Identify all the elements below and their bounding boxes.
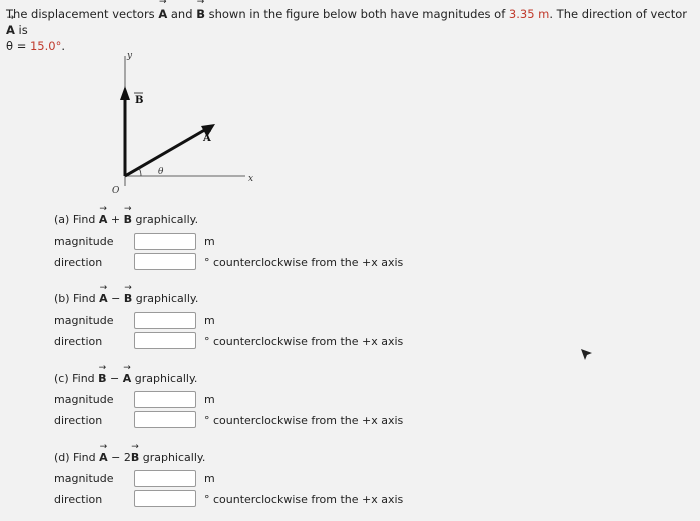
part-a-title (54, 213, 198, 226)
vector-diagram (105, 48, 265, 198)
vector-b-label: B (135, 95, 144, 106)
part-c-magnitude-input[interactable] (134, 391, 196, 408)
magnitude-label: magnitude (54, 472, 114, 485)
part-c-title (54, 372, 197, 385)
origin-label: O (112, 186, 120, 196)
direction-unit: ° counterclockwise from the +x axis (204, 414, 404, 427)
problem-statement (6, 6, 694, 54)
operator: − (106, 372, 123, 385)
part-b-title (54, 292, 198, 305)
angle-label: θ (158, 167, 164, 177)
vector-symbol: → A (99, 451, 108, 464)
magnitude-unit: m (204, 393, 215, 406)
vector-symbol: → B (124, 292, 132, 305)
part-c-direction-input[interactable] (134, 411, 196, 428)
direction-unit: ° counterclockwise from the +x axis (204, 256, 404, 269)
intro-text: is (14, 23, 28, 37)
vector-a-symbol: → A (6, 22, 15, 38)
direction-label: direction (54, 414, 103, 427)
part-b-direction-input[interactable] (134, 332, 196, 349)
part-b-magnitude-input[interactable] (134, 312, 196, 329)
vector-a-label: A (203, 133, 211, 144)
mouse-cursor-icon (580, 348, 594, 362)
intro-text: shown in the figure below both have magnitudes of (204, 7, 509, 21)
vector-symbol: → B (124, 213, 132, 226)
vector-symbol: → A (99, 213, 108, 226)
part-suffix: graphically. (131, 213, 199, 226)
vector-symbol: → A (123, 372, 132, 385)
part-d-title (54, 451, 205, 464)
vector-symbol: → B (131, 451, 139, 464)
part-prefix: (a) Find (54, 213, 99, 226)
operator: + (107, 213, 124, 226)
x-axis-label: x (248, 174, 254, 184)
coefficient: 2 (123, 451, 131, 464)
part-suffix: graphically. (131, 372, 198, 385)
angle-arc (139, 168, 141, 176)
theta-prefix: θ = (6, 39, 30, 53)
operator: − (107, 451, 124, 464)
given-angle: 15.0° (29, 39, 62, 53)
vector-b-symbol: → B (196, 6, 205, 22)
direction-unit: ° counterclockwise from the +x axis (204, 335, 404, 348)
vector-b-arrowhead (120, 86, 130, 100)
part-suffix: graphically. (139, 451, 206, 464)
vector-symbol: → A (99, 292, 108, 305)
given-magnitude: 3.35 m (508, 7, 550, 21)
part-suffix: graphically. (132, 292, 199, 305)
theta-suffix: . (61, 39, 65, 53)
intro-text: and (167, 7, 197, 21)
intro-text: The displacement vectors (6, 7, 159, 21)
direction-label: direction (54, 256, 103, 269)
part-a-direction-input[interactable] (134, 253, 196, 270)
part-prefix: (d) Find (54, 451, 100, 464)
magnitude-label: magnitude (54, 314, 114, 327)
direction-label: direction (54, 493, 103, 506)
part-d-magnitude-input[interactable] (134, 470, 196, 487)
magnitude-unit: m (204, 235, 215, 248)
magnitude-unit: m (204, 314, 215, 327)
intro-text: . The direction of vector (549, 7, 687, 21)
vector-a-symbol: → A (158, 6, 167, 22)
magnitude-unit: m (204, 472, 215, 485)
direction-unit: ° counterclockwise from the +x axis (204, 493, 404, 506)
operator: − (107, 292, 124, 305)
part-a-magnitude-input[interactable] (134, 233, 196, 250)
part-d-direction-input[interactable] (134, 490, 196, 507)
y-axis-label: y (127, 51, 133, 61)
part-prefix: (b) Find (54, 292, 100, 305)
magnitude-label: magnitude (54, 393, 114, 406)
part-prefix: (c) Find (54, 372, 99, 385)
direction-label: direction (54, 335, 103, 348)
magnitude-label: magnitude (54, 235, 114, 248)
vector-a-arrow (125, 128, 208, 176)
vector-symbol: → B (98, 372, 106, 385)
